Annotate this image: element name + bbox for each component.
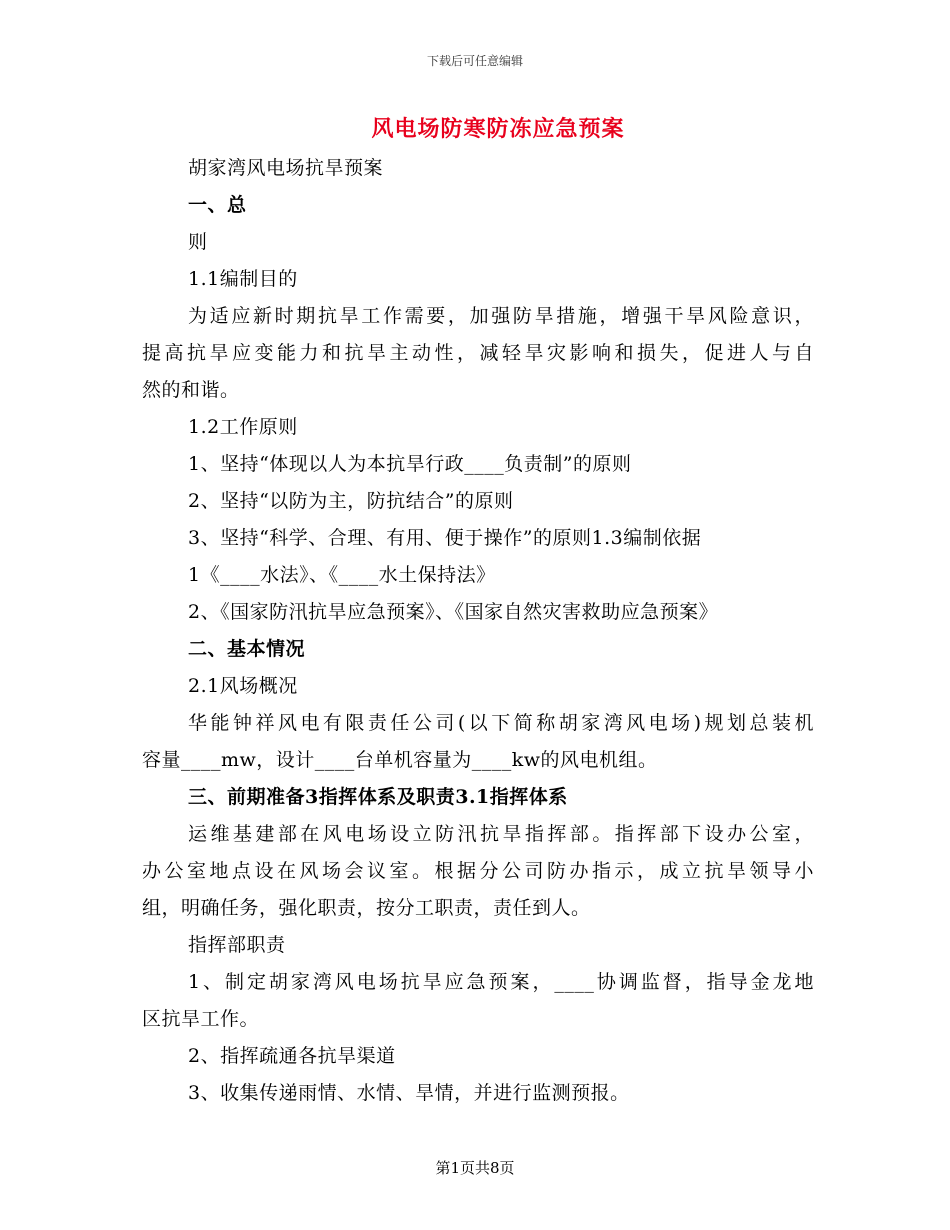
paragraph-line: 办公室地点设在风场会议室。根据分公司防办指示，成立抗旱领导小 [142,860,814,882]
paragraph-line: 1.2工作原则 [188,416,298,438]
paragraph-line: 1.1编制目的 [188,268,298,290]
paragraph-line: 运维基建部在风电场设立防汛抗旱指挥部。指挥部下设办公室， [188,823,814,845]
page-footer: 第1页共8页 [435,1159,515,1177]
document-body [142,150,814,1112]
paragraph-line: 2.1风场概况 [188,675,298,697]
section-heading: 一、总 [188,194,247,216]
paragraph-line: 2、指挥疏通各抗旱渠道 [188,1045,396,1067]
paragraph-line: 2、《国家防汛抗旱应急预案》、《国家自然灾害救助应急预案》 [188,601,719,623]
paragraph-line: 2、坚持“以防为主，防抗结合”的原则 [188,490,514,512]
section-heading: 三、前期准备3指挥体系及职责3.1指挥体系 [188,786,568,808]
paragraph-line: 提高抗旱应变能力和抗旱主动性，减轻旱灾影响和损失，促进人与自 [142,342,814,364]
section-heading: 二、基本情况 [188,638,306,660]
document-title: 风电场防寒防冻应急预案 [371,116,625,142]
paragraph-line: 1《____水法》、《____水土保持法》 [188,564,496,586]
paragraph-line: 组，明确任务，强化职责，按分工职责，责任到人。 [142,897,591,919]
paragraph-line: 指挥部职责 [188,934,286,956]
paragraph-line: 容量____mw，设计____台单机容量为____kw的风电机组。 [142,749,658,771]
paragraph-line: 1、制定胡家湾风电场抗旱应急预案，____协调监督，指导金龙地 [188,971,814,993]
paragraph-line: 则 [188,231,208,253]
paragraph-line: 然的和谐。 [142,379,240,401]
paragraph-line: 3、坚持“科学、合理、有用、便于操作”的原则1.3编制依据 [188,527,702,549]
page-header-note: 下载后可任意编辑 [426,54,523,68]
paragraph-line: 1、坚持“体现以人为本抗旱行政____负责制”的原则 [188,453,632,475]
paragraph-line: 华能钟祥风电有限责任公司(以下简称胡家湾风电场)规划总装机 [188,712,814,734]
paragraph-line: 3、收集传递雨情、水情、旱情，并进行监测预报。 [188,1082,630,1104]
paragraph-line: 为适应新时期抗旱工作需要，加强防旱措施，增强干旱风险意识， [188,305,814,327]
paragraph-line: 区抗旱工作。 [142,1008,260,1030]
paragraph-line: 胡家湾风电场抗旱预案 [188,157,384,179]
